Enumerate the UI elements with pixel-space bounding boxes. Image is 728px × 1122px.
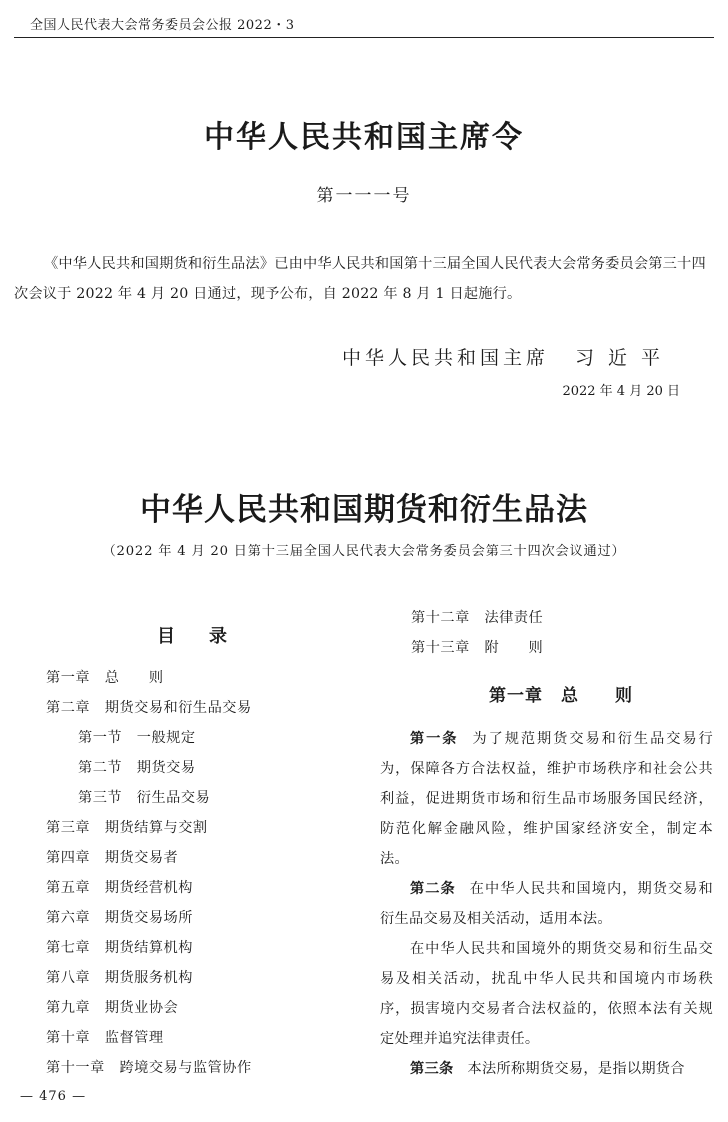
- page-number: — 476 —: [20, 1089, 87, 1104]
- article-paragraph: [380, 1054, 713, 1084]
- toc-chapter-item: 第一章 总 则: [46, 670, 164, 686]
- toc-list-right: [411, 603, 711, 663]
- promulgation-text: 《中华人民共和国期货和衍生品法》已由中华人民共和国第十三届全国人民代表大会常务委员会第三十四次会议于 2022 年 4 月 20 日通过，现予公布，自 2022 年 8 月 1 日起施行。: [14, 256, 706, 302]
- toc-section-item: 第一节 一般规定: [78, 730, 196, 746]
- order-number: 第一一一号: [316, 186, 412, 206]
- toc-chapter-item: 第十二章 法律责任: [411, 610, 544, 626]
- toc-chapter-item: 第四章 期货交易者: [46, 850, 179, 866]
- article-label: 第三条: [410, 1061, 454, 1077]
- article-label: 第二条: [410, 881, 456, 897]
- toc-chapter-item: 第七章 期货结算机构: [46, 940, 193, 956]
- toc-chapter-item: 第十一章 跨境交易与监管协作: [46, 1060, 252, 1076]
- toc-chapter-item: 第六章 期货交易场所: [46, 910, 193, 926]
- article-paragraph: [380, 934, 713, 1054]
- header-rule: [14, 37, 714, 38]
- toc-chapter-item: 第十章 监督管理: [46, 1030, 164, 1046]
- order-title: 中华人民共和国主席令: [204, 120, 524, 155]
- toc-chapter-item: 第八章 期货服务机构: [46, 970, 193, 986]
- article-paragraph: [380, 724, 713, 874]
- toc-chapter-item: 第九章 期货业协会: [46, 1000, 179, 1016]
- toc-chapter-item: 第十三章 附 则: [411, 640, 544, 656]
- article-paragraph: [380, 874, 713, 934]
- article-text: 在中华人民共和国境内，期货交易和衍生品交易及相关活动，适用本法。: [380, 881, 713, 927]
- toc-chapter-item: 第五章 期货经营机构: [46, 880, 193, 896]
- law-title: 中华人民共和国期货和衍生品法: [140, 492, 588, 528]
- signature-block: [342, 343, 674, 370]
- article-text: 为了规范期货交易和衍生品交易行为，保障各方合法权益，维护市场秩序和社会公共利益，促进期货市场和衍生品市场服务国民经济，防范化解金融风险，维护国家经济安全，制定本法。: [380, 731, 713, 867]
- article-text: 在中华人民共和国境外的期货交易和衍生品交易及相关活动，扰乱中华人民共和国境内市场秩序，损害境内交易者合法权益的，依照本法有关规定处理并追究法律责任。: [380, 941, 713, 1047]
- article-label: 第一条: [410, 731, 459, 747]
- article-text: 本法所称期货交易，是指以期货合: [467, 1061, 685, 1077]
- signature-name: 习近平: [575, 347, 675, 369]
- chapter-heading: 第一章 总 则: [489, 686, 633, 706]
- law-subtitle: （2022 年 4 月 20 日第十三届全国人民代表大会常务委员会第三十四次会议通过）: [102, 544, 626, 559]
- running-header: 全国人民代表大会常务委员会公报 2022・3: [30, 18, 295, 33]
- toc-heading: 目录: [157, 626, 261, 647]
- toc-section-item: 第三节 衍生品交易: [78, 790, 211, 806]
- toc-chapter-item: 第二章 期货交易和衍生品交易: [46, 700, 252, 716]
- toc-chapter-item: 第三章 期货结算与交割: [46, 820, 208, 836]
- signature-role: 中华人民共和国主席: [342, 347, 550, 369]
- signature-date: 2022 年 4 月 20 日: [562, 384, 680, 399]
- chapter-body: [380, 724, 713, 1084]
- toc-section-item: 第二节 期货交易: [78, 760, 196, 776]
- toc-list-left: [46, 663, 366, 1083]
